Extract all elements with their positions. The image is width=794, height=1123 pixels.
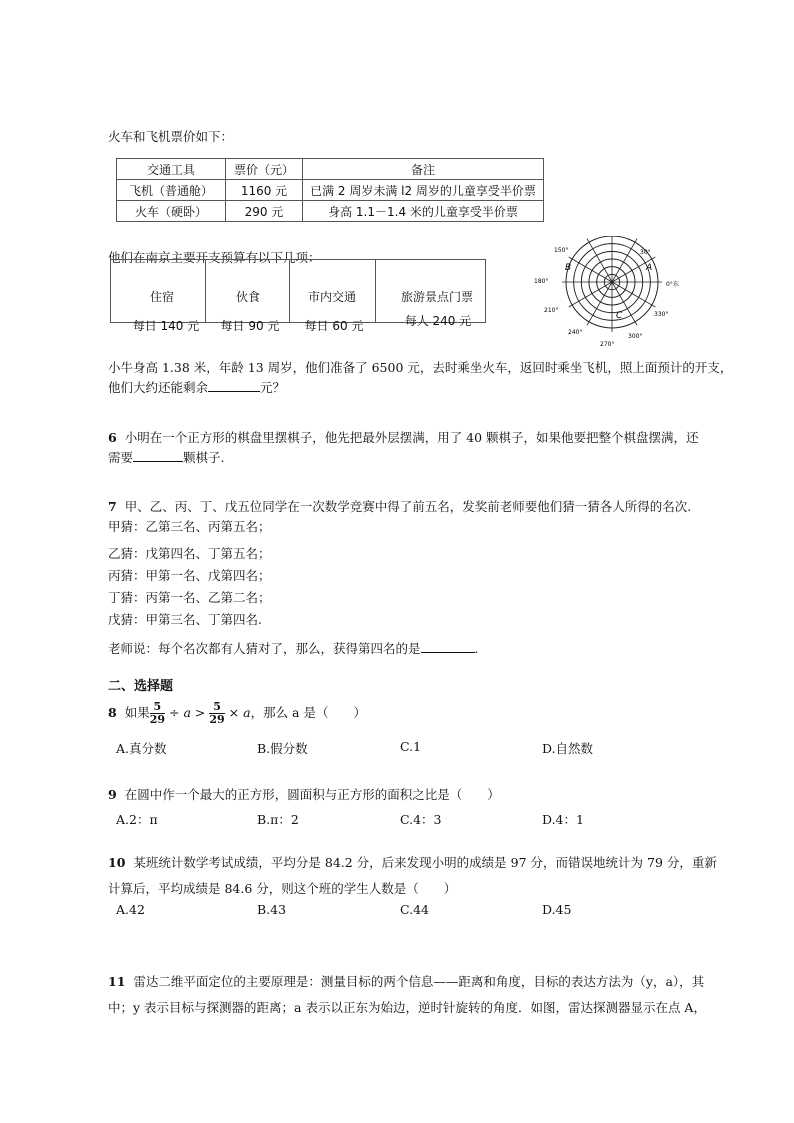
angle-label-0-east: 0°东 (666, 281, 679, 288)
table-cell: 已满 2 周岁未满 l2 周岁的儿童享受半价票 (303, 180, 544, 201)
point-label-a: A (646, 263, 653, 273)
budget-table (110, 259, 486, 333)
budget-header: 旅游景点门票 (400, 290, 473, 304)
answer-blank[interactable] (208, 379, 260, 392)
table-header-cell: 交通工具 (117, 159, 226, 180)
angle-label-240: 240° (568, 329, 583, 336)
radar-diagram (530, 236, 690, 348)
question-number: 11 (108, 974, 126, 989)
table-row (117, 201, 544, 222)
table-header-row (117, 159, 544, 180)
table-cell: 290 元 (226, 201, 303, 222)
ticket-price-table (116, 158, 544, 222)
table-cell: 火车（硬卧） (117, 201, 226, 222)
q7-line1 (108, 497, 691, 515)
point-label-c: C (616, 311, 623, 321)
option-c[interactable]: C.44 (400, 902, 429, 917)
fraction: $\frac{5}{29}$ (209, 700, 225, 726)
q5-text-line1: 小牛身高 1.38 米，年龄 13 周岁，他们准备了 6500 元，去时乘坐火车，返回时乘坐飞机，照上面预计的开支， (108, 360, 733, 375)
q11-text: 雷达二维平面定位的主要原理是：测量目标的两个信息——距离和角度，目标的表达方法为（y，a），其 (133, 974, 705, 989)
budget-value: 每日 140 元 (132, 319, 200, 333)
table-header-cell: 票价（元） (226, 159, 303, 180)
fraction: $\frac{5}{29}$ (149, 700, 166, 726)
q8-prefix: 如果 (124, 705, 150, 720)
q7-text: 甲、乙、丙、丁、戊五位同学在一次数学竞赛中得了前五名，发奖前老师要他们猜一猜各人所得的名次. (124, 499, 692, 514)
q10-line1 (108, 853, 717, 871)
q6-text: 小明在一个正方形的棋盘里摆棋子，他先把最外层摆满，用了 40 颗棋子，如果他要把整个棋盘摆满，还 (124, 430, 699, 445)
q8-operator: × a (228, 705, 251, 720)
q7-guess: 丁猜：丙第一名、乙第二名； (108, 590, 271, 605)
question-number: 8 (108, 705, 117, 720)
option-c[interactable]: C.1 (400, 739, 422, 754)
option-d[interactable]: D.45 (542, 902, 572, 917)
point-label-b: B (565, 263, 572, 273)
q7-teacher-line (108, 639, 479, 657)
q5-text-suffix: 元？ (260, 380, 286, 395)
table-cell: 1160 元 (226, 180, 303, 201)
q9-text: 在圆中作一个最大的正方形，圆面积与正方形的面积之比是（ ） (124, 787, 500, 802)
q7-teacher-suffix: . (474, 641, 479, 656)
option-d[interactable]: D.自然数 (542, 741, 594, 756)
q6-text-suffix: 颗棋子. (183, 450, 225, 465)
q10-line2: 计算后，平均成绩是 84.6 分，则这个班的学生人数是（ ） (108, 881, 457, 896)
q8-line (108, 701, 366, 726)
table-cell: 飞机（普通舱） (117, 180, 226, 201)
q7-guess: 甲猜：乙第三名、丙第五名； (108, 519, 271, 534)
budget-header: 住宿 (149, 290, 174, 304)
q5-text-line2 (108, 378, 285, 396)
budget-header: 市内交通 (307, 290, 356, 304)
question-number: 9 (108, 787, 117, 802)
q8-operator: ÷ a > (169, 705, 206, 720)
question-number: 7 (108, 499, 117, 514)
option-a[interactable]: A.42 (116, 902, 145, 917)
option-b[interactable]: B.π：2 (257, 812, 299, 827)
option-c[interactable]: C.4：3 (400, 812, 442, 827)
q8-suffix: ，那么 a 是（ ） (250, 705, 366, 720)
angle-label-150: 150° (554, 247, 569, 254)
table-header-cell: 备注 (303, 159, 544, 180)
question-number: 10 (108, 855, 126, 870)
intro-text: 火车和飞机票价如下： (108, 129, 234, 144)
angle-label-30: 30° (640, 249, 651, 256)
q7-guess: 戊猜：甲第三名、丁第四名. (108, 612, 262, 627)
q11-line2: 中；y 表示目标与探测器的距离；a 表示以正东为始边，逆时针旋转的角度．如图，雷达探测器显示在点 A， (108, 1000, 706, 1015)
q10-text: 某班统计数学考试成绩，平均分是 84.2 分，后来发现小明的成绩是 97 分，而错误地统计为 79 分，重新 (133, 855, 717, 870)
budget-intro-text: 他们在南京主要开支预算有以下几项： (108, 250, 321, 265)
q11-line1 (108, 972, 704, 990)
budget-value: 每人 240 元 (404, 314, 472, 328)
section-heading: 二、选择题 (108, 679, 174, 694)
angle-label-270: 270° (600, 341, 615, 348)
answer-blank[interactable] (421, 640, 475, 653)
angle-label-180: 180° (534, 278, 549, 285)
budget-value: 每日 90 元 (220, 319, 280, 333)
q6-line1 (108, 428, 699, 446)
q6-line2 (108, 448, 225, 466)
budget-header: 伙食 (235, 290, 260, 304)
angle-label-300: 300° (628, 333, 643, 340)
table-row (117, 180, 544, 201)
angle-label-210: 210° (544, 307, 559, 314)
q7-guess: 丙猜：甲第一名、戊第四名； (108, 568, 271, 583)
table-cell: 身高 1.1－1.4 米的儿童享受半价票 (303, 201, 544, 222)
option-b[interactable]: B.假分数 (257, 741, 308, 756)
q7-teacher-text: 老师说：每个名次都有人猜对了，那么，获得第四名的是 (108, 641, 421, 656)
angle-label-330: 330° (654, 311, 669, 318)
answer-blank[interactable] (133, 449, 183, 462)
option-b[interactable]: B.43 (257, 902, 287, 917)
q6-text-prefix: 需要 (108, 450, 134, 465)
option-a[interactable]: A.2：π (116, 812, 158, 827)
question-number: 6 (108, 430, 117, 445)
option-a[interactable]: A.真分数 (116, 741, 167, 756)
q5-text-prefix: 他们大约还能剩余 (108, 380, 209, 395)
budget-value: 每日 60 元 (304, 319, 364, 333)
q9-line (108, 785, 500, 803)
option-d[interactable]: D.4：1 (542, 812, 584, 827)
q7-guess: 乙猜：戊第四名、丁第五名； (108, 546, 271, 561)
